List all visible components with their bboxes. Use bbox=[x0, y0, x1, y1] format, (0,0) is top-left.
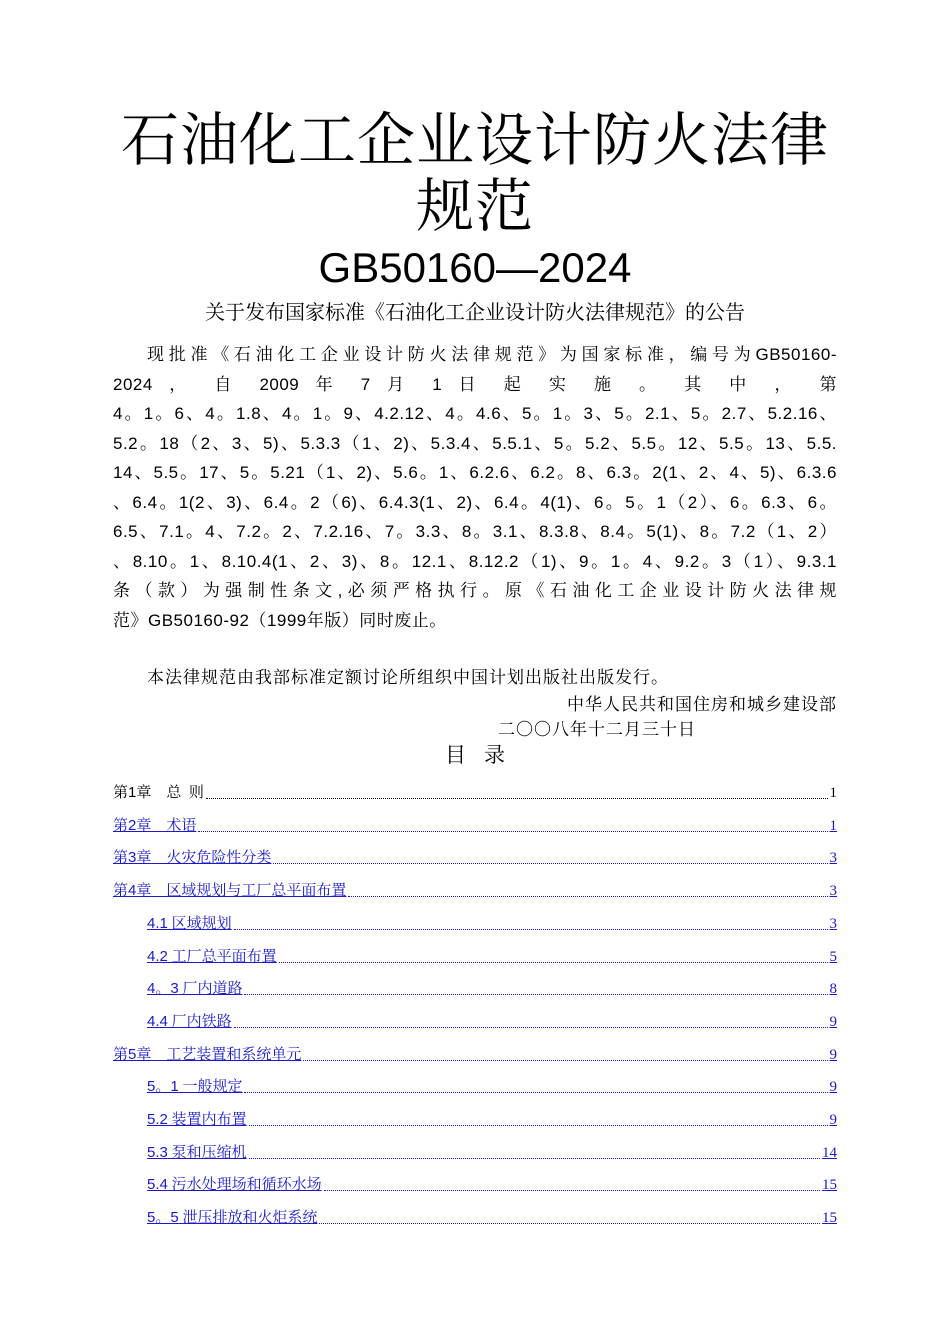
toc-leader-dots bbox=[234, 1026, 828, 1028]
toc-page-number: 1 bbox=[829, 817, 837, 834]
toc-page-number: 3 bbox=[829, 883, 837, 900]
toc-page-number: 9 bbox=[829, 1046, 837, 1063]
publish-note: 本法律规范由我部标准定额讨论所组织中国计划出版社出版发行。 bbox=[147, 668, 669, 687]
toc-entry-number: 第1章 bbox=[113, 784, 152, 801]
toc-leader-dots bbox=[303, 1059, 827, 1061]
toc-page-number: 3 bbox=[829, 915, 837, 932]
toc-leader-dots bbox=[244, 1091, 827, 1093]
toc-entry-text: 火灾危险性分类 bbox=[151, 850, 272, 867]
toc-page-number: 9 bbox=[829, 1112, 837, 1128]
toc-entry-label bbox=[147, 1207, 317, 1229]
notice-line: 范》GB50160-92（1999年版）同时废止。 bbox=[113, 610, 447, 630]
toc-leader-dots bbox=[348, 895, 827, 897]
toc-entry-label bbox=[147, 946, 277, 968]
toc-entry-text: 区域规划 bbox=[167, 915, 232, 932]
toc-page-number: 9 bbox=[829, 1079, 837, 1096]
toc-leader-dots bbox=[279, 961, 828, 963]
toc-entry-label bbox=[113, 1044, 301, 1066]
toc-entry-text: 污水处理场和循环水场 bbox=[167, 1177, 322, 1194]
notice-line: 6.5、7.1。4、7.2。2、7.2.16、7。3.3、8。3.1、8.3.8、8.4。5(1)、8。7.2（1、2） bbox=[113, 522, 837, 541]
toc-entry-number: 第4章 bbox=[113, 882, 152, 900]
toc-entry-text: 工艺装置和系统单元 bbox=[151, 1046, 302, 1063]
toc-page-number: 8 bbox=[829, 981, 837, 998]
notice-line: 5.2。18（2、3、5)、5.3.3（1、2)、5.3.4、5.5.1、5。5.2、5.5。12、5.5。13、5.5. bbox=[113, 433, 837, 453]
notice-heading: 关于发布国家标准《石油化工企业设计防火法律规范》的公告 bbox=[205, 302, 745, 324]
toc-entry-number: 4.4 bbox=[147, 1012, 168, 1030]
toc-page-number: 3 bbox=[829, 850, 837, 867]
toc-entry-label bbox=[147, 1109, 247, 1131]
toc-entry-section[interactable] bbox=[147, 1174, 837, 1196]
toc-entry-chapter bbox=[113, 782, 837, 804]
toc-leader-dots bbox=[198, 830, 827, 832]
toc-entry-label bbox=[147, 1142, 247, 1164]
notice-body bbox=[113, 340, 837, 635]
notice-line: 、6.4。1(2、3)、6.4。2（6)、6.4.3(1、2)、6.4。4(1)、6。5。1（2）、6。6.3、6。 bbox=[113, 492, 837, 512]
toc-entry-section[interactable] bbox=[147, 946, 837, 968]
toc-entry-number: 5。5 bbox=[147, 1209, 179, 1227]
toc-leader-dots bbox=[249, 1157, 820, 1159]
toc-entry-chapter[interactable] bbox=[113, 880, 837, 902]
standard-code: GB50160—2024 bbox=[318, 244, 632, 291]
toc-entry-label bbox=[147, 978, 242, 1000]
toc-entry-section[interactable] bbox=[147, 1076, 837, 1098]
toc-entry-text: 厂内铁路 bbox=[167, 1013, 232, 1030]
toc-entry-number: 4。3 bbox=[147, 980, 179, 998]
toc-entry-text: 泵和压缩机 bbox=[167, 1144, 247, 1161]
toc-page-number: 15 bbox=[822, 1210, 837, 1227]
toc-entry-section[interactable] bbox=[147, 913, 837, 935]
notice-line: 条（款）为强制性条文,必须严格执行。原《石油化工企业设计防火法律规 bbox=[113, 581, 837, 600]
toc-leader-dots bbox=[273, 862, 827, 864]
toc-leader-dots bbox=[244, 993, 827, 995]
toc-entry-text: 装置内布置 bbox=[167, 1112, 247, 1128]
toc-entry-chapter[interactable] bbox=[113, 847, 837, 869]
toc-title: 目录 bbox=[445, 744, 523, 767]
toc-page-number: 5 bbox=[829, 948, 837, 965]
toc-page-number: 9 bbox=[829, 1013, 837, 1030]
toc-entry-text: 泄压排放和火炬系统 bbox=[178, 1210, 318, 1227]
toc-entry-text: 工厂总平面布置 bbox=[167, 948, 277, 965]
document-title: 石油化工企业设计防火法律规范 bbox=[120, 108, 829, 239]
issuer: 中华人民共和国住房和城乡建设部 bbox=[567, 695, 837, 714]
toc-leader-dots bbox=[206, 797, 828, 799]
issue-date: 二〇〇八年十二月三十日 bbox=[498, 720, 696, 739]
toc-page-number: 1 bbox=[829, 785, 837, 801]
toc-page-number: 15 bbox=[822, 1177, 837, 1194]
notice-line: 现批准《石油化工企业设计防火法律规范》为国家标准，编号为GB50160- bbox=[147, 345, 837, 364]
toc-entry-chapter[interactable] bbox=[113, 815, 837, 837]
toc-entry-text: 总 则 bbox=[151, 785, 204, 801]
toc-entry-text: 区域规划与工厂总平面布置 bbox=[151, 883, 347, 900]
toc-entry-label bbox=[113, 847, 271, 869]
toc-entry-label bbox=[113, 782, 204, 804]
toc-entry-number: 5。1 bbox=[147, 1078, 179, 1096]
toc-entry-number: 4.1 bbox=[147, 914, 168, 932]
notice-line: 4。1。6、4。1.8、4。1。9、4.2.12、4。4.6、5。1。3、5。2.1、5。2.7、5.2.16、 bbox=[113, 404, 837, 423]
notice-line: 2024 ， 自 2009 年 7 月 1 日 起 实 施 。 其 中 ， 第 bbox=[113, 374, 837, 394]
toc-entry-number: 第3章 bbox=[113, 849, 152, 867]
notice-line: 、8.10。1、8.10.4(1、2、3)、8。12.1、8.12.2（1)、9。1。4、9.2。3（1）、9.3.1 bbox=[113, 551, 837, 571]
toc-entry-number: 5.3 bbox=[147, 1143, 168, 1161]
toc-entry-label bbox=[147, 1076, 242, 1098]
toc-leader-dots bbox=[234, 928, 828, 930]
toc-entry-section[interactable] bbox=[147, 1207, 837, 1229]
toc-entry-text: 一般规定 bbox=[178, 1079, 243, 1096]
toc-entry-number: 5.4 bbox=[147, 1176, 168, 1194]
toc-page-number: 14 bbox=[822, 1144, 837, 1161]
toc-entry-section[interactable] bbox=[147, 1109, 837, 1131]
toc-entry-label bbox=[113, 815, 196, 837]
toc-entry-section[interactable] bbox=[147, 1142, 837, 1164]
toc-entry-label bbox=[147, 1174, 322, 1196]
toc-entry-number: 第5章 bbox=[113, 1045, 152, 1063]
toc-entry-text: 术语 bbox=[151, 817, 197, 834]
toc-entry-number: 第2章 bbox=[113, 816, 152, 834]
toc-entry-label bbox=[147, 1011, 232, 1033]
toc-entry-text: 厂内道路 bbox=[178, 981, 243, 998]
toc-entry-section[interactable] bbox=[147, 1011, 837, 1033]
toc-entry-label bbox=[147, 913, 232, 935]
toc-leader-dots bbox=[324, 1189, 820, 1191]
notice-line: 14、5.5。17、5。5.21（1、2)、5.6。1、6.2.6、6.2。8、6.3。2(1、2、4、5)、6.3.6 bbox=[113, 463, 837, 482]
toc-entry-number: 4.2 bbox=[147, 947, 168, 965]
toc-entry-section[interactable] bbox=[147, 978, 837, 1000]
toc-entry-chapter[interactable] bbox=[113, 1044, 837, 1066]
toc-leader-dots bbox=[319, 1222, 820, 1224]
toc-entry-number: 5.2 bbox=[147, 1111, 168, 1128]
toc-leader-dots bbox=[249, 1124, 828, 1126]
toc-entry-label bbox=[113, 880, 346, 902]
